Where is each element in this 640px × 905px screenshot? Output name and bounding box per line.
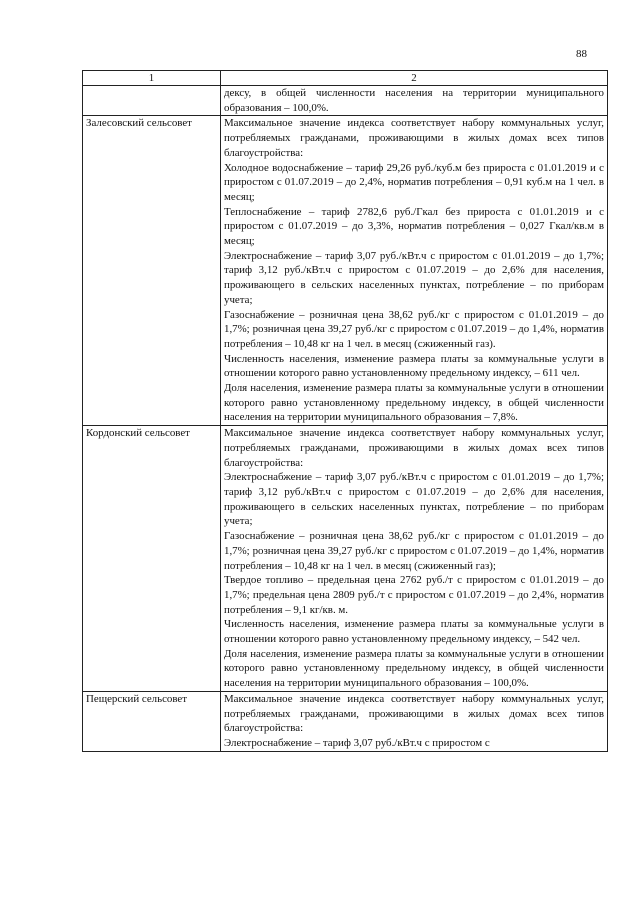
- description-cell: [221, 426, 608, 692]
- table-body: [83, 86, 608, 752]
- description-paragraph: Газоснабжение – розничная цена 38,62 руб./кг с приростом с 01.01.2019 – до 1,7%; розничная цена 39,27 руб./кг с приростом с 01.07.2019 – до 1,4%, норматив потребления – 10,48 кг на 1 чел. в месяц (сжиженный газ);: [224, 530, 604, 572]
- municipality-name-cell: Кордонский сельсовет: [83, 426, 221, 692]
- description-cell: [221, 116, 608, 426]
- column-header-2: 2: [221, 71, 608, 86]
- municipality-name-cell: [83, 86, 221, 116]
- description-cell: [221, 86, 608, 116]
- tariff-table: [82, 70, 608, 752]
- description-paragraph: Доля населения, изменение размера платы за коммунальные услуги в отношении которого равно установленному предельному индексу, в общей численности населения на территории муниципального образования – 100,0%.: [224, 647, 604, 690]
- description-paragraph: Численность населения, изменение размера платы за коммунальные услуги в отношении которого равно установленному предельному индексу, – 542 чел.: [224, 618, 604, 646]
- municipality-name-cell: Пещерский сельсовет: [83, 691, 221, 751]
- description-paragraph: Холодное водоснабжение – тариф 29,26 руб./куб.м без прироста с 01.01.2019 и с приростом с 01.07.2019 – до 2,4%, норматив потребления – 0,91 куб.м на 1 чел. в месяц;: [224, 161, 604, 203]
- page-number: 88: [576, 48, 587, 60]
- description-paragraph: Газоснабжение – розничная цена 38,62 руб./кг с приростом с 01.01.2019 – до 1,7%; розничная цена 39,27 руб./кг с приростом с 01.07.2019 – до 1,4%, норматив потребления – 10,48 кг на 1 чел. в месяц (сжиженный газ).: [224, 308, 604, 350]
- table-row: [83, 691, 608, 751]
- description-paragraph: дексу, в общей численности населения на территории муниципального образования – 100,0%.: [224, 87, 604, 114]
- description-paragraph: Электроснабжение – тариф 3,07 руб./кВт.ч с приростом с: [224, 736, 490, 749]
- description-cell: [221, 691, 608, 751]
- description-paragraph: Твердое топливо – предельная цена 2762 руб./т с приростом с 01.01.2019 – до 1,7%; предельная цена 2809 руб./т с приростом с 01.07.2019 – до 2,4%, норматив потребления – 9,1 кг/кв. м.: [224, 574, 604, 616]
- table-row: [83, 426, 608, 692]
- table-row: [83, 116, 608, 426]
- description-paragraph: Электроснабжение – тариф 3,07 руб./кВт.ч с приростом с 01.01.2019 – до 1,7%; тариф 3,12 руб./кВт.ч с приростом с 01.07.2019 – до 2,6% для населения, проживающего в сельских населенных пунктах, потребление – по приборам учета;: [224, 471, 604, 528]
- description-paragraph: Электроснабжение – тариф 3,07 руб./кВт.ч с приростом с 01.01.2019 – до 1,7%; тариф 3,12 руб./кВт.ч с приростом с 01.07.2019 – до 2,6% для населения, проживающего в сельских населенных пунктах, потребление – по приборам учета;: [224, 249, 604, 306]
- table-header-row: [83, 71, 608, 86]
- table-row: [83, 86, 608, 116]
- description-paragraph: Максимальное значение индекса соответствует набору коммунальных услуг, потребляемых гражданами, проживающими в жилых домах всех типов благоустройства:: [224, 692, 604, 735]
- description-paragraph: Максимальное значение индекса соответствует набору коммунальных услуг, потребляемых гражданами, проживающими в жилых домах всех типов благоустройства:: [224, 117, 604, 159]
- column-header-1: 1: [83, 71, 221, 86]
- municipality-name-cell: Залесовский сельсовет: [83, 116, 221, 426]
- description-paragraph: Максимальное значение индекса соответствует набору коммунальных услуг, потребляемых гражданами, проживающими в жилых домах всех типов благоустройства:: [224, 427, 604, 469]
- description-paragraph: Доля населения, изменение размера платы за коммунальные услуги в отношении которого равно установленному предельному индексу, в общей численности населения на территории муниципального образования – 7,8%.: [224, 382, 604, 424]
- description-paragraph: Численность населения, изменение размера платы за коммунальные услуги в отношении которого равно установленному предельному индексу, – 611 чел.: [224, 352, 604, 380]
- description-paragraph: Теплоснабжение – тариф 2782,6 руб./Гкал без прироста с 01.01.2019 и с приростом с 01.07.2019 – до 3,3%, норматив потребления – 0,027 Гкал/кв.м в месяц;: [224, 205, 604, 248]
